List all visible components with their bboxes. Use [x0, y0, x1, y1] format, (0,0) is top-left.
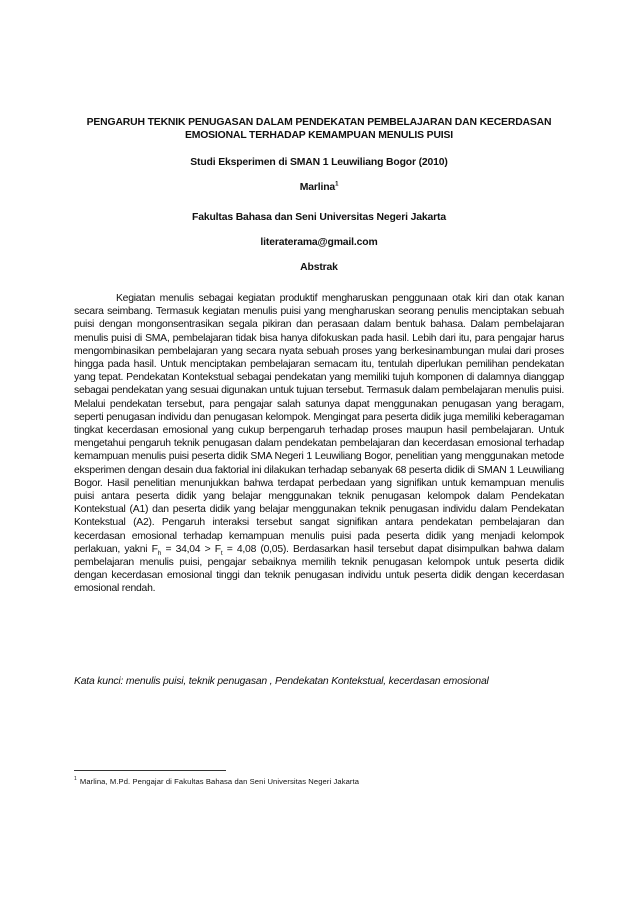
footnote: [74, 777, 564, 787]
keywords: Kata kunci: menulis puisi, teknik penugasan , Pendekatan Kontekstual, kecerdasan emosional: [74, 676, 489, 687]
abstract-text-part2: = 34,04 > F: [161, 543, 221, 555]
paper-subtitle: Studi Eksperimen di SMAN 1 Leuwiliang Bogor (2010): [190, 157, 448, 168]
author-email: literaterama@gmail.com: [260, 237, 378, 248]
footnote-text: Marlina, M.Pd. Pengajar di Fakultas Bahasa dan Seni Universitas Negeri Jakarta: [79, 777, 360, 786]
paper-title: PENGARUH TEKNIK PENUGASAN DALAM PENDEKATAN PEMBELAJARAN DAN KECERDASAN EMOSIONAL TERHADAP KEMAMPUAN MENULIS PUISI: [86, 117, 552, 141]
footnote-marker: 1: [74, 776, 77, 783]
abstract-subscript-t: t: [220, 549, 223, 557]
author-footnote-marker: 1: [335, 181, 339, 188]
abstract-body: [74, 292, 564, 596]
author-name: Marlina: [299, 182, 336, 193]
abstract-text-part3: = 4,08 (0,05). Berdasarkan hasil tersebut dapat disimpulkan bahwa dalam pembelajaran menulis puisi, pengajar sebaiknya memilih teknik penugasan kelompok untuk peserta didik dengan kecerdasan emosional tinggi dan teknik penugasan individu untuk peserta didik dengan kecerdasan emosional rendah.: [74, 543, 564, 595]
author-line: [74, 181, 564, 194]
footnote-divider: [74, 770, 226, 771]
author-affiliation: Fakultas Bahasa dan Seni Universitas Negeri Jakarta: [192, 212, 446, 223]
abstract-text-part1: Kegiatan menulis sebagai kegiatan produktif mengharuskan penggunaan otak kiri dan otak kanan secara seimbang. Termasuk kegiatan menulis puisi yang mengharuskan seorang penulis menciptakan sebuah puisi dengan mongonsentrasikan segala pikiran dan perasaan dalam bentuk bahasa. Dalam pembelajaran menulis puisi di SMA, pembelajaran tidak bisa hanya difokuskan pada hasil. Lebih dari itu, para pengajar harus mengombinasikan pembelajaran yang secara nyata sebuah proses yang berkesinambungan mulai dari proses hingga pada hasil. Untuk menciptakan pembelajaran semacam itu, tentulah diperlukan pemilihan pendekatan yang tepat. Pendekatan Kontekstual sebagai pendekatan yang memiliki tujuh komponen di dalamnya dianggap sebagai pendekatan yang sesuai digunakan untuk tujuan tersebut. Termasuk dalam pembelajaran menulis puisi. Melalui pendekatan tersebut, para pengajar salah satunya dapat menggunakan penugasan yang beragam, seperti penugasan individu dan penugasan kelompok. Mengingat para peserta didik juga memiliki keberagaman tingkat kecerdasan emosional yang cukup berpengaruh terhadap proses maupun hasil pembelajaran. Untuk mengetahui pengaruh teknik penugasan dalam pendekatan pembelajaran dan kecerdasan emosional terhadap kemampuan menulis puisi peserta didik SMA Negeri 1 Leuwiliang Bogor, penelitian yang menggunakan metode eksperimen dengan desain dua faktorial ini dilakukan terhadap sebanyak 68 peserta didik di SMAN 1 Leuwiliang Bogor. Hasil penelitian menunjukkan bahwa terdapat perbedaan yang signifikan untuk kemampuan menulis puisi antara peserta didik yang belajar menggunakan teknik penugasan kelompok dalam Pendekatan Kontekstual (A1) dan peserta didik yang belajar menggunakan teknik penugasan individu dalam Pendekatan Kontekstual (A2). Pengaruh interaksi tersebut sangat signifikan antara pendekatan pembelajaran dan kecerdasan emosional terhadap kemampuan menulis puisi pada peserta didik yang menjadi kelompok perlakuan, yakni F: [74, 293, 564, 555]
abstract-subscript-h: h: [157, 549, 162, 557]
abstract-heading: Abstrak: [300, 262, 338, 273]
